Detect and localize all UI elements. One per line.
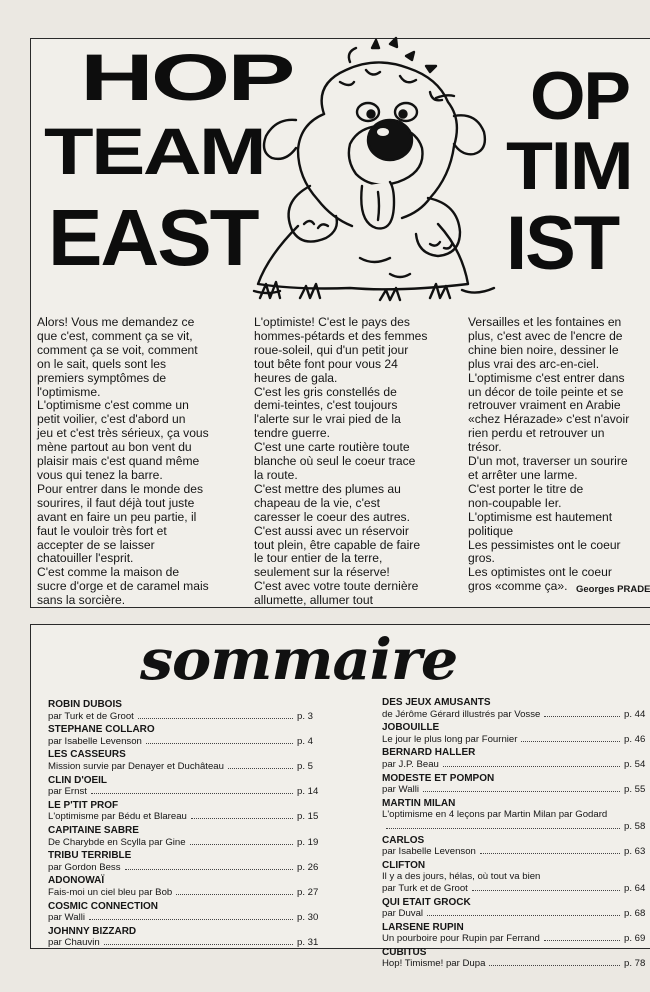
toc-entry-page: p. 15 bbox=[297, 811, 319, 823]
text-line: Les pessimistes ont le coeur bbox=[468, 537, 621, 552]
text-line: C'est mettre des plumes au bbox=[254, 481, 401, 496]
leader-dots bbox=[443, 766, 620, 767]
text-line: trésor. bbox=[468, 440, 502, 455]
text-line: roue-soleil, qui d'un petit jour bbox=[254, 342, 409, 357]
toc-entry-page: p. 30 bbox=[297, 912, 319, 924]
leader-dots bbox=[489, 965, 620, 966]
toc-entry[interactable] bbox=[382, 697, 650, 720]
text-line: et arrêter une larme. bbox=[468, 467, 578, 482]
toc-entry-name: MARTIN MILAN bbox=[382, 797, 456, 809]
text-line: L'optimisme c'est entrer dans bbox=[468, 370, 625, 385]
toc-entry-name: CUBITUS bbox=[382, 946, 427, 958]
text-line: chine bien noire, dessiner le bbox=[468, 342, 619, 357]
editorial-column-3 bbox=[468, 316, 650, 594]
toc-entry-desc: Le jour le plus long par Fournier bbox=[382, 733, 518, 745]
text-line: allumette, allumer tout bbox=[254, 593, 373, 608]
toc-entry-name: MODESTE ET POMPON bbox=[382, 772, 495, 784]
toc-entry-page: p. 55 bbox=[624, 784, 646, 796]
text-line: C'est une carte routière toute bbox=[254, 440, 410, 455]
toc-entry-page: p. 69 bbox=[624, 933, 646, 945]
text-line: tout bête font pour vous 24 bbox=[254, 356, 398, 371]
text-line: Versailles et les fontaines en bbox=[468, 316, 622, 329]
toc-entry-desc: par Duval bbox=[382, 908, 424, 920]
leader-dots bbox=[228, 768, 293, 769]
text-line: rien perdu et retrouver un bbox=[468, 426, 605, 441]
toc-entry-page: p. 44 bbox=[624, 708, 646, 720]
text-line: C'est porter le titre de bbox=[468, 481, 584, 496]
toc-entry-desc: Hop! Timisme! par Dupa bbox=[382, 958, 486, 970]
toc-entry-desc: Un pourboire pour Rupin par Ferrand bbox=[382, 933, 540, 945]
toc-entry-page: p. 46 bbox=[624, 733, 646, 745]
toc-entry-desc: Fais-moi un ciel bleu par Bob bbox=[48, 886, 173, 898]
leader-dots bbox=[544, 716, 620, 717]
toc-entry-page: p. 54 bbox=[624, 758, 646, 770]
toc-entry-page: p. 3 bbox=[297, 710, 314, 722]
toc-entry-name: QUI ETAIT GROCK bbox=[382, 896, 471, 908]
toc-entry-page: p. 68 bbox=[624, 908, 646, 920]
toc-entry-page: p. 27 bbox=[297, 886, 319, 898]
toc-entry-desc: De Charybde en Scylla par Gine bbox=[48, 836, 186, 848]
toc-entry[interactable] bbox=[48, 926, 323, 949]
text-line: plus vrai des arc-en-ciel. bbox=[468, 356, 600, 371]
toc-left-column bbox=[48, 699, 323, 951]
text-line: petit voilier, c'est d'abord un bbox=[37, 412, 186, 427]
toc-entry-name: CARLOS bbox=[382, 834, 425, 846]
text-line: demi-teintes, c'est toujours bbox=[254, 398, 398, 413]
text-line: blanche où seul le coeur trace bbox=[254, 454, 416, 469]
leader-dots bbox=[427, 915, 620, 916]
text-line: comment ça se voit, comment bbox=[37, 342, 198, 357]
toc-entry-desc: de Jérôme Gérard illustrés par Vosse bbox=[382, 708, 541, 720]
toc-entry[interactable] bbox=[48, 775, 323, 798]
toc-entry-name: BERNARD HALLER bbox=[382, 747, 476, 759]
toc-entry-desc: par Isabelle Levenson bbox=[48, 735, 142, 747]
text-line: C'est aussi avec un réservoir bbox=[254, 523, 409, 538]
leader-dots bbox=[138, 718, 293, 719]
text-line: l'optimisme. bbox=[37, 384, 101, 399]
toc-entry-page: p. 26 bbox=[297, 861, 319, 873]
toc-entry-page: p. 31 bbox=[297, 937, 319, 949]
toc-entry[interactable] bbox=[48, 901, 323, 924]
toc-entry-name: LE P'TIT PROF bbox=[48, 799, 119, 811]
text-line: D'un mot, traverser un sourire bbox=[468, 454, 628, 469]
toc-entry-desc: par Walli bbox=[382, 784, 419, 796]
text-line: hommes-pétards et des femmes bbox=[254, 328, 428, 343]
text-line: plus, c'est avec de l'encre de bbox=[468, 328, 623, 343]
text-line: L'optimisme c'est comme un bbox=[37, 398, 189, 413]
title-tim: TIM bbox=[506, 128, 632, 204]
text-line: mène partout au bon vent du bbox=[37, 440, 192, 455]
text-line: tendre guerre. bbox=[254, 426, 330, 441]
toc-entry[interactable] bbox=[48, 749, 323, 772]
leader-dots bbox=[521, 741, 620, 742]
leader-dots bbox=[176, 894, 293, 895]
toc-entry-desc: par Gordon Bess bbox=[48, 861, 121, 873]
toc-entry[interactable] bbox=[48, 800, 323, 823]
toc-entry[interactable] bbox=[382, 798, 650, 833]
toc-entry-desc: par Turk et de Groot bbox=[48, 710, 134, 722]
toc-entry-name: ADONOWAÏ bbox=[48, 875, 105, 887]
toc-entry[interactable] bbox=[382, 747, 650, 770]
text-line: heures de gala. bbox=[254, 370, 338, 385]
toc-entry-name: ROBIN DUBOIS bbox=[48, 699, 122, 710]
toc-entry-name: STEPHANE COLLARO bbox=[48, 724, 155, 736]
title-op: OP bbox=[530, 58, 629, 134]
toc-entry-page: p. 64 bbox=[624, 882, 646, 894]
toc-entry-name: JOBOUILLE bbox=[382, 722, 440, 734]
toc-entry-desc: par J.P. Beau bbox=[382, 758, 439, 770]
toc-entry[interactable] bbox=[48, 850, 323, 873]
text-line: Pour entrer dans le monde des bbox=[37, 481, 204, 496]
toc-entry[interactable] bbox=[382, 922, 650, 945]
title-hop: HOP bbox=[80, 40, 293, 114]
toc-entry[interactable] bbox=[382, 835, 650, 858]
text-line: plaisir mais c'est quand même bbox=[37, 454, 200, 469]
toc-entry-desc: par Ernst bbox=[48, 786, 87, 798]
text-line: gros. bbox=[468, 551, 495, 566]
toc-entry-name: LES CASSEURS bbox=[48, 749, 126, 761]
leader-dots bbox=[191, 818, 293, 819]
text-line: C'est comme la maison de bbox=[37, 565, 180, 580]
text-line: sourires, il faut déjà tout juste bbox=[37, 495, 195, 510]
leader-dots bbox=[480, 853, 620, 854]
toc-entry-desc: Mission survie par Denayer et Duchâteau bbox=[48, 760, 224, 772]
text-line: sucre d'orge et de caramel mais bbox=[37, 579, 209, 594]
text-line: vous qui tenez la barre. bbox=[37, 467, 163, 482]
toc-entry[interactable] bbox=[48, 875, 323, 898]
text-line: on le sait, quels sont les bbox=[37, 356, 167, 371]
toc-right-column bbox=[382, 697, 650, 972]
toc-entry-desc: L'optimisme par Bédu et Blareau bbox=[48, 811, 187, 823]
toc-entry-page: p. 19 bbox=[297, 836, 319, 848]
toc-entry[interactable] bbox=[382, 860, 650, 895]
text-line: tout plein, être capable de faire bbox=[254, 537, 421, 552]
toc-entry-desc-2: par Turk et de Groot bbox=[382, 882, 468, 894]
toc-entry[interactable] bbox=[48, 825, 323, 848]
toc-entry-page: p. 4 bbox=[297, 735, 314, 747]
toc-entry-page: p. 5 bbox=[297, 760, 314, 772]
leader-dots bbox=[104, 944, 293, 945]
toc-entry-name: TRIBU TERRIBLE bbox=[48, 850, 132, 862]
text-line: Alors! Vous me demandez ce bbox=[37, 315, 195, 329]
toc-entry-name: CLIN D'OEIL bbox=[48, 774, 108, 786]
toc-entry-desc: Il y a des jours, hélas, où tout va bien bbox=[382, 871, 541, 883]
text-line: politique bbox=[468, 523, 514, 538]
editorial-signature: Georges PRADE bbox=[576, 584, 650, 595]
toc-entry-page: p. 14 bbox=[297, 786, 319, 798]
leader-dots bbox=[544, 940, 620, 941]
text-line: accepter de se laisser bbox=[37, 537, 155, 552]
title-team: TEAM bbox=[44, 114, 265, 188]
toc-entry-page: p. 58 bbox=[624, 820, 646, 832]
text-line: chatouiller l'esprit. bbox=[37, 551, 134, 566]
leader-dots bbox=[146, 743, 293, 744]
text-line: L'optimisme est hautement bbox=[468, 509, 613, 524]
toc-entry-name: CLIFTON bbox=[382, 859, 426, 871]
toc-entry[interactable] bbox=[382, 947, 650, 970]
toc-entry-desc: par Chauvin bbox=[48, 937, 100, 949]
sommaire-title: sommaire bbox=[140, 627, 458, 693]
leader-dots bbox=[125, 869, 293, 870]
text-line: que c'est, comment ça se vit, bbox=[37, 328, 193, 343]
text-line: caresser le coeur des autres. bbox=[254, 509, 410, 524]
toc-entry-name: JOHNNY BIZZARD bbox=[48, 925, 137, 937]
editorial-column-1 bbox=[37, 316, 233, 608]
text-line: jeu et c'est très sérieux, ça vous bbox=[37, 426, 209, 441]
toc-entry-desc: par Walli bbox=[48, 912, 85, 924]
leader-dots bbox=[386, 828, 620, 829]
leader-dots bbox=[89, 919, 293, 920]
editorial-column-2 bbox=[254, 316, 450, 608]
toc-entry-page: p. 78 bbox=[624, 958, 646, 970]
text-line: non-coupable Ier. bbox=[468, 495, 562, 510]
text-line: un décor de toile peinte et se bbox=[468, 384, 624, 399]
text-line: chapeau de la vie, c'est bbox=[254, 495, 381, 510]
text-line: avant en faire un peu partie, il bbox=[37, 509, 197, 524]
text-line: retrouver vraiment en Arabie bbox=[468, 398, 621, 413]
leader-dots bbox=[190, 844, 293, 845]
cubitus-mascot-illustration bbox=[240, 36, 500, 306]
leader-dots bbox=[472, 890, 620, 891]
leader-dots bbox=[423, 791, 620, 792]
toc-entry[interactable] bbox=[382, 897, 650, 920]
text-line: gros «comme ça». bbox=[468, 579, 568, 594]
text-line: faut le vouloir très fort et bbox=[37, 523, 167, 538]
toc-entry[interactable] bbox=[382, 722, 650, 745]
text-line: le tour entier de la terre, bbox=[254, 551, 383, 566]
text-line: seulement sur la réserve! bbox=[254, 565, 390, 580]
toc-entry-name: LARSENE RUPIN bbox=[382, 921, 464, 933]
text-line: Les optimistes ont le coeur bbox=[468, 565, 612, 580]
toc-entry[interactable] bbox=[48, 724, 323, 747]
toc-entry-name: DES JEUX AMUSANTS bbox=[382, 697, 491, 708]
toc-entry-desc: par Isabelle Levenson bbox=[382, 846, 476, 858]
toc-entry-name: COSMIC CONNECTION bbox=[48, 900, 158, 912]
toc-entry-page: p. 63 bbox=[624, 846, 646, 858]
leader-dots bbox=[91, 793, 293, 794]
text-line: la route. bbox=[254, 467, 298, 482]
text-line: l'alerte sur le vrai pied de la bbox=[254, 412, 401, 427]
text-line: «chez Hérazade» c'est n'avoir bbox=[468, 412, 630, 427]
text-line: C'est avec votre toute dernière bbox=[254, 579, 419, 594]
text-line: L'optimiste! C'est le pays des bbox=[254, 315, 410, 329]
title-east: EAST bbox=[48, 193, 258, 282]
toc-entry[interactable] bbox=[382, 773, 650, 796]
toc-entry-desc: L'optimisme en 4 leçons par Martin Milan par Godard bbox=[382, 809, 608, 821]
title-ist: IST bbox=[506, 201, 619, 286]
text-line: sans la sorcière. bbox=[37, 593, 126, 608]
text-line: C'est les gris constellés de bbox=[254, 384, 397, 399]
toc-entry[interactable] bbox=[48, 699, 323, 722]
text-line: premiers symptômes de bbox=[37, 370, 167, 385]
toc-entry-name: CAPITAINE SABRE bbox=[48, 824, 139, 836]
